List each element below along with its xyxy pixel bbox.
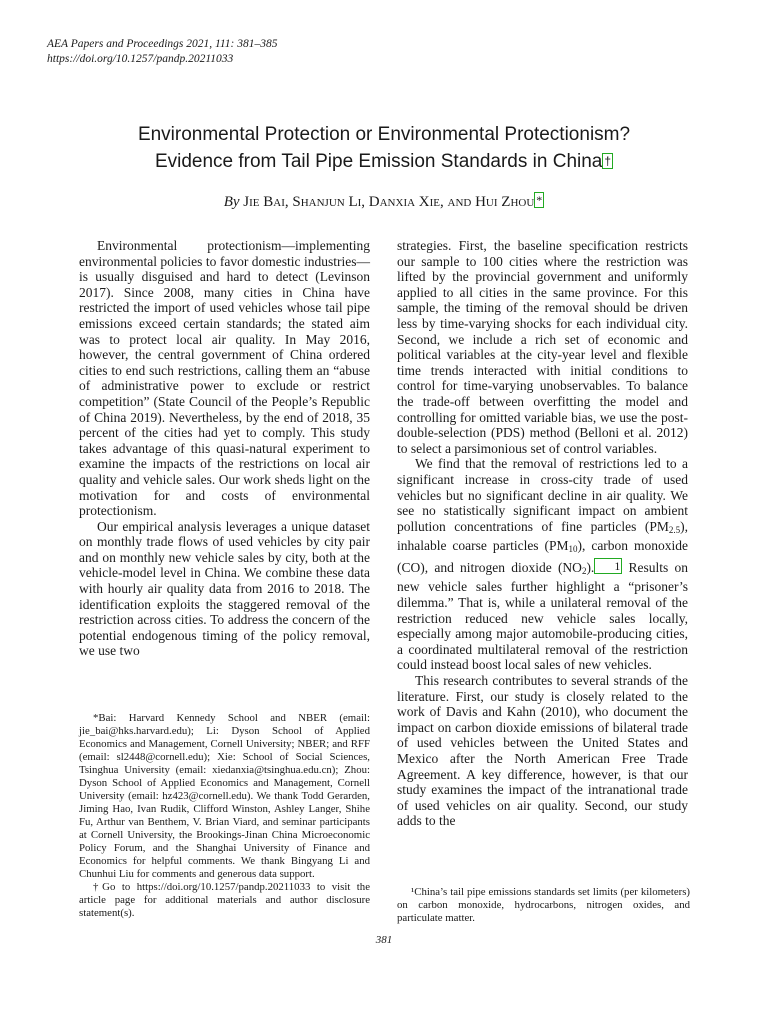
footnote-dagger: †Go to https://doi.org/10.1257/pandp.20211033 to visit the article page for additional materials and author disclosure statement(s). bbox=[79, 881, 370, 919]
page-number: 381 bbox=[375, 934, 393, 946]
byline bbox=[60, 192, 708, 212]
author-footnote-link[interactable]: * bbox=[536, 193, 543, 207]
paragraph: Environmental protectionism—implementing environmental policies to favor domestic industries—is usually disguised and hard to detect (Levinson 2017). Since 2008, many cities in China have restricted the import of used vehicles whose tail pipe emissions exceed certain standards; the stated aim was to protect local air quality. In May 2016, however, the central government of China ordered cities to end such restrictions, calling them an “abuse of administrative power to exclude or restrict competition” (State Council of the People’s Republic of China 2019). Nevertheless, by the end of 2018, 35 percent of the cities had yet to comply. This study takes advantage of this quasi-natural experiment to examine the impacts of the restrictions on local air quality and vehicle sales. Our work sheds light on the motivation for and costs of environmental protectionism. bbox=[79, 238, 370, 519]
journal-citation: AEA Papers and Proceedings 2021, 111: 381–385 bbox=[47, 38, 278, 50]
title-line-1: Environmental Protection or Environmental Protectionism? bbox=[137, 124, 631, 145]
footnote-1 bbox=[397, 886, 690, 925]
doi-link[interactable]: https://doi.org/10.1257/pandp.20211033 bbox=[47, 53, 234, 65]
text-run: ), carbon monoxide (CO), and nitrogen dioxide (NO bbox=[397, 538, 688, 575]
text-run: We find that the removal of restrictions led to a significant increase in cross-city trade of used vehicles but no significant decline in air quality. We see no statistically significant impact on ambient pollution concentrations of fine particles (PM bbox=[397, 456, 688, 534]
left-column bbox=[79, 238, 370, 659]
right-column bbox=[397, 238, 688, 829]
author-footnotes bbox=[79, 712, 370, 920]
paragraph: strategies. First, the baseline specification restricts our sample to 100 cities where the restriction was lifted by the provincial government and uniformly applied to all cities in the same province. For this sample, the timing of the removal should be driven less by time-varying shocks for each individual city. Second, we include a rich set of economic and political variables at the city-year level and flexible time trends interacted with initial conditions to control for time-varying unobservables. To balance the trade-off between overfitting the model and controlling for omitted variable bias, we use the post-double-selection (PDS) method (Belloni et al. 2012) to select a parsimonious set of control variables. bbox=[397, 238, 688, 456]
journal-header bbox=[47, 37, 278, 67]
title-line-2 bbox=[60, 148, 708, 175]
text-run: Results on new vehicle sales further highlight a “prisoner’s dilemma.” That is, while a unilateral removal of the restriction reduced new vehicle sales locally, especially among major automobile-producing cities, a coordinated multilateral removal of the restriction could instead boost local sales of new vehicles. bbox=[397, 559, 688, 673]
footnote-1-link[interactable]: 1 bbox=[594, 558, 622, 574]
title-line-2-text: Evidence from Tail Pipe Emission Standards in China bbox=[154, 151, 603, 172]
subscript: 10 bbox=[568, 544, 578, 555]
paragraph: This research contributes to several strands of the literature. First, our study is closely related to the work of Davis and Kahn (2010), who document the impact on carbon dioxide emissions of bilateral trade of used vehicles between the United States and Mexico after the North American Free Trade Agreement. A key difference, however, is that our study examines the impact of the intranational trade of used vehicles on air quality. Second, our study adds to the bbox=[397, 673, 688, 829]
text-run: ). bbox=[586, 559, 595, 575]
paragraph bbox=[397, 456, 688, 673]
paragraph: Our empirical analysis leverages a unique dataset on monthly trade flows of used vehicles by city pair and on monthly new vehicle sales by city, both at the vehicle-model level in China. We combine these data with hourly air quality data from 2016 to 2018. The identification exploits the staggered removal of the restriction across cities. To address the concern of the potential endogenous timing of the policy removal, we use two bbox=[79, 518, 370, 659]
title-footnote-link[interactable]: † bbox=[604, 154, 612, 168]
paper-title bbox=[60, 121, 708, 175]
subscript: 2.5 bbox=[668, 524, 681, 535]
author-list: Jie Bai, Shanjun Li, Danxia Xie, and Hui Zhou bbox=[243, 194, 535, 210]
byline-by: By bbox=[223, 194, 240, 210]
footnote-star: *Bai: Harvard Kennedy School and NBER (email: jie_bai@hks.harvard.edu); Li: Dyson School of Applied Economics and Management, Cornell University; NBER; and RFF (email: sl2448@cornell.edu); Xie: School of Social Sciences, Tsinghua University (email: xiedanxia@tsinghua.edu.cn); Zhou: Dyson School of Applied Economics and Management, Cornell University (email: hz423@cornell.edu). We thank Todd Gerarden, Jiming Hao, Ivan Rudik, Clifford Winston, Ashley Langer, Shihe Fu, Arthur van Benthem, V. Brian Viard, and seminar participants at Cornell University, the Brookings-Jinan China Microeconomic Policy Forum, and the Shanghai University of Finance and Economics for helpful comments. We thank Bingyang Li and Chunhui Liu for comments and generous data support. bbox=[79, 712, 370, 880]
subscript: 2 bbox=[581, 565, 587, 576]
text-run: ), inhalable coarse particles (PM bbox=[397, 518, 688, 554]
footnote-1-text: ¹China’s tail pipe emissions standards set limits (per kilometers) on carbon monoxide, hydrocarbons, nitrogen oxides, and particulate matter. bbox=[397, 886, 690, 924]
